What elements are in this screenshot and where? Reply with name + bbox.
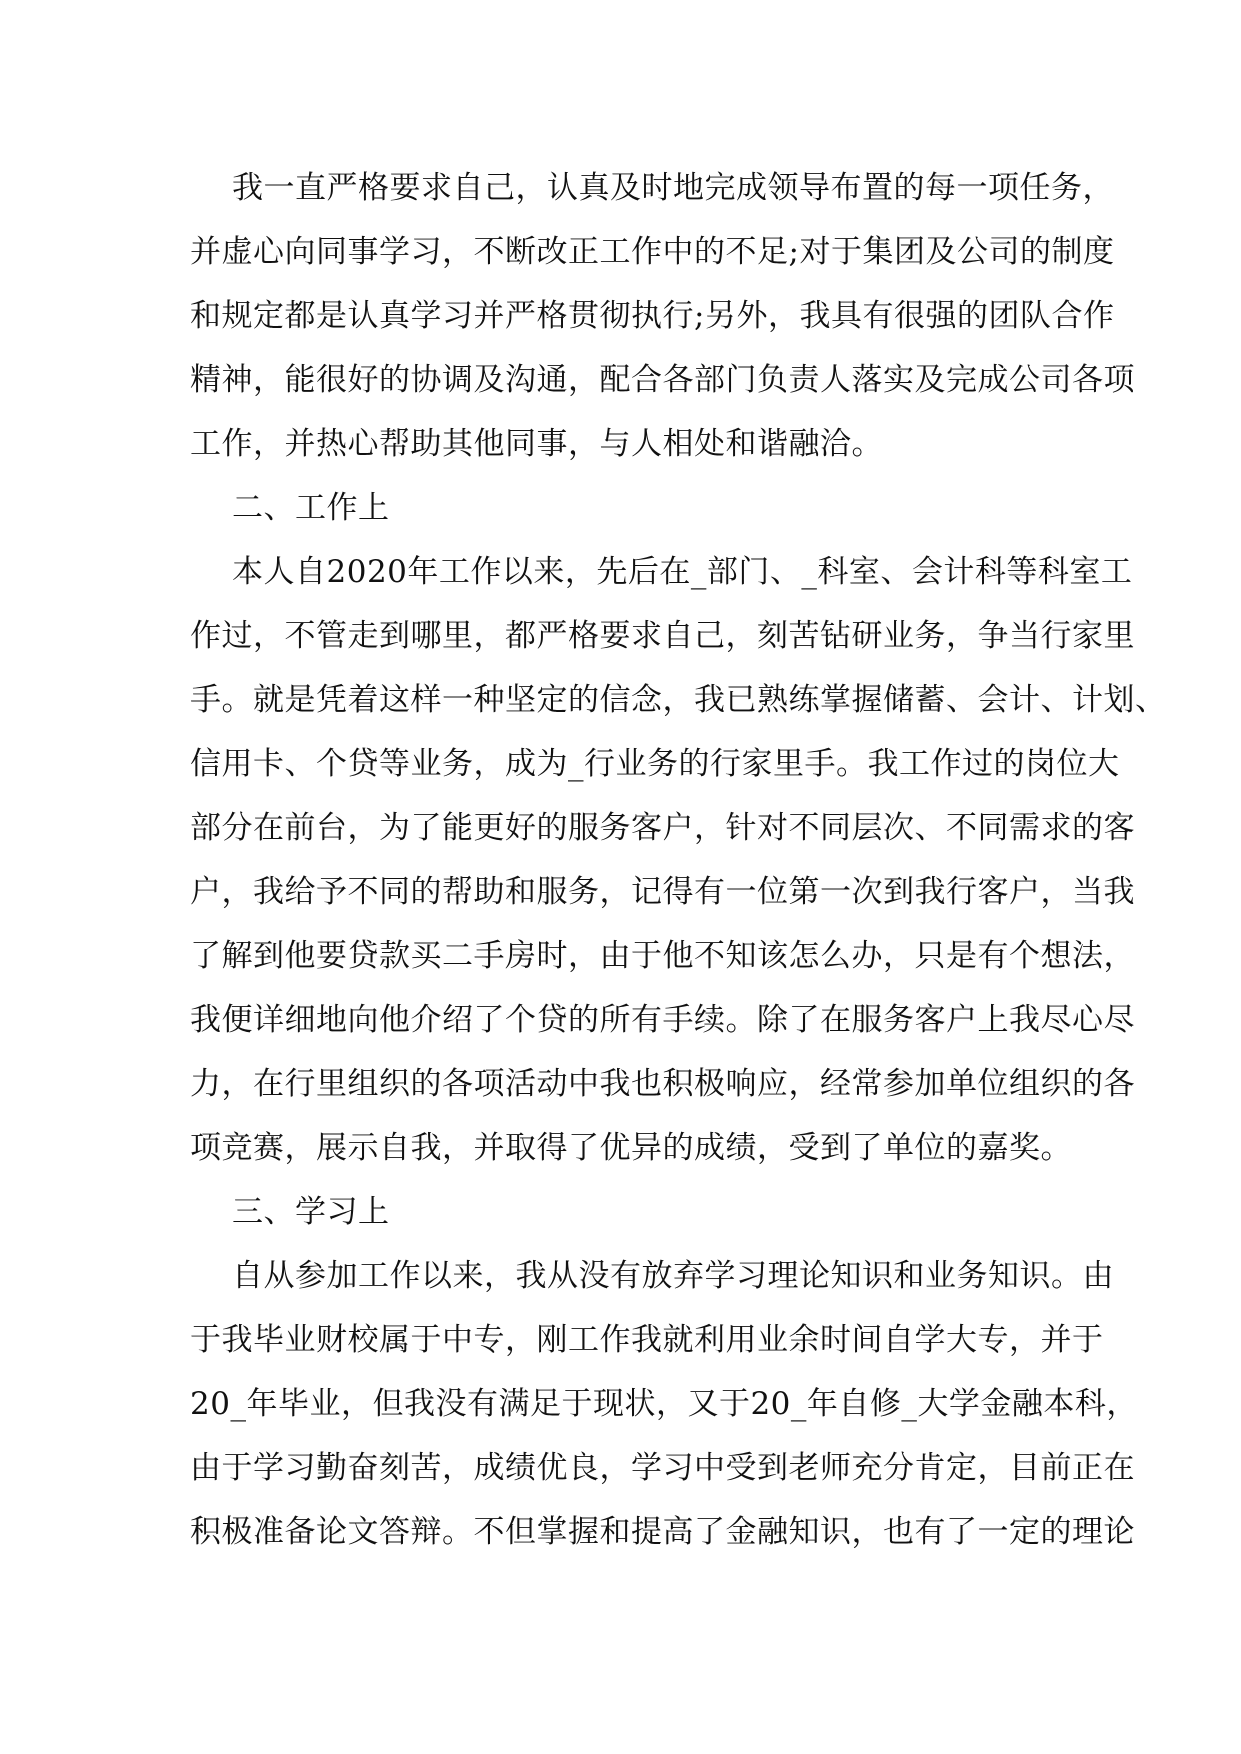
paragraph-line: 作过，不管走到哪里，都严格要求自己，刻苦钻研业务，争当行家里 bbox=[190, 618, 1135, 654]
paragraph-line: 积极准备论文答辩。不但掌握和提高了金融知识，也有了一定的理论 bbox=[190, 1514, 1135, 1550]
paragraph-line: 信用卡、个贷等业务，成为_行业务的行家里手。我工作过的岗位大 bbox=[190, 746, 1120, 782]
section-heading-work: 二、工作上 bbox=[232, 490, 390, 526]
paragraph-line: 精神，能很好的协调及沟通，配合各部门负责人落实及完成公司各项 bbox=[190, 362, 1135, 398]
paragraph-line: 项竞赛，展示自我，并取得了优异的成绩，受到了单位的嘉奖。 bbox=[190, 1130, 1072, 1166]
paragraph-line: 力，在行里组织的各项活动中我也积极响应，经常参加单位组织的各 bbox=[190, 1066, 1135, 1102]
paragraph-line: 我便详细地向他介绍了个贷的所有手续。除了在服务客户上我尽心尽 bbox=[190, 1002, 1135, 1038]
paragraph-line: 户，我给予不同的帮助和服务，记得有一位第一次到我行客户，当我 bbox=[190, 874, 1135, 910]
paragraph-line: 我一直严格要求自己，认真及时地完成领导布置的每一项任务， bbox=[232, 170, 1114, 206]
paragraph-line: 本人自2020年工作以来，先后在_部门、_科室、会计科等科室工 bbox=[232, 554, 1133, 590]
section-heading-study: 三、学习上 bbox=[232, 1194, 390, 1230]
paragraph-line: 工作，并热心帮助其他同事，与人相处和谐融洽。 bbox=[190, 426, 883, 462]
paragraph-line: 了解到他要贷款买二手房时，由于他不知该怎么办，只是有个想法， bbox=[190, 938, 1135, 974]
document-body bbox=[190, 156, 1167, 1564]
paragraph-line: 于我毕业财校属于中专，刚工作我就利用业余时间自学大专，并于 bbox=[190, 1322, 1104, 1358]
paragraph-line: 由于学习勤奋刻苦，成绩优良，学习中受到老师充分肯定，目前正在 bbox=[190, 1450, 1135, 1486]
paragraph-line: 和规定都是认真学习并严格贯彻执行;另外，我具有很强的团队合作 bbox=[190, 298, 1115, 334]
paragraph-line: 并虚心向同事学习，不断改正工作中的不足;对于集团及公司的制度 bbox=[190, 234, 1115, 270]
paragraph-line: 自从参加工作以来，我从没有放弃学习理论知识和业务知识。由 bbox=[232, 1258, 1114, 1294]
paragraph-line: 手。就是凭着这样一种坚定的信念，我已熟练掌握储蓄、会计、计划、 bbox=[190, 682, 1167, 718]
paragraph-line: 20_年毕业，但我没有满足于现状，又于20_年自修_大学金融本科， bbox=[190, 1386, 1138, 1422]
paragraph-line: 部分在前台，为了能更好的服务客户，针对不同层次、不同需求的客 bbox=[190, 810, 1135, 846]
